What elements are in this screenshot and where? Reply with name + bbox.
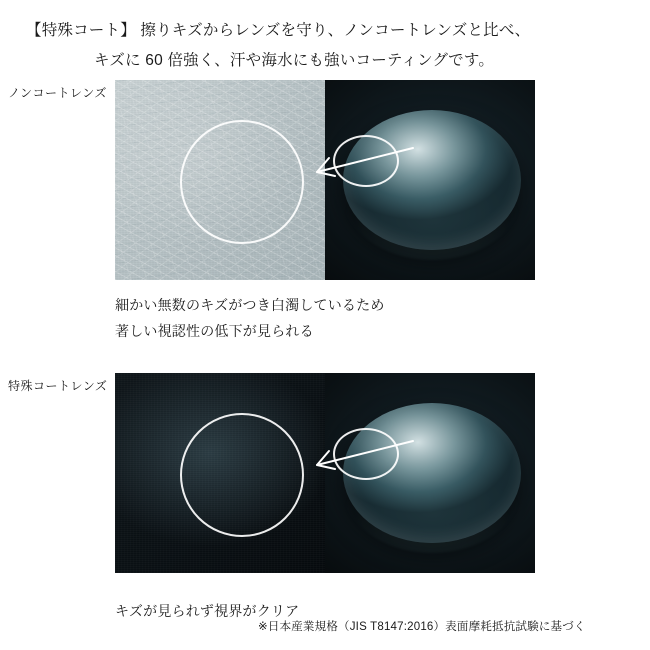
headline-line-1: 【特殊コート】 擦りキズからレンズを守り、ノンコートレンズと比べ、 [26,22,531,39]
section-label-coated: 特殊コートレンズ [8,379,108,393]
caption-coated-line-1: キズが見られず視界がクリア [115,603,300,619]
headline-block [26,16,626,76]
callout-arrow-pointer-icon [295,435,415,491]
caption-non-coat-line-1: 細かい無数のキズがつき白濁しているため [115,297,385,313]
callout-circle-outline-icon [180,120,304,244]
photo-coated-lens [115,373,535,573]
callout-circle-outline-icon [180,413,304,537]
headline-line-2: キズに 60 倍強く、汗や海水にも強いコーティングです。 [94,52,495,69]
footnote-standard: ※日本産業規格（JIS T8147:2016）表面摩耗抵抗試験に基づく [258,621,586,633]
photo-non-coat-lens [115,80,535,280]
caption-non-coat-line-2: 著しい視認性の低下が見られる [115,323,314,339]
callout-arrow-pointer-icon [295,142,415,198]
section-label-non-coat: ノンコートレンズ [8,86,107,100]
